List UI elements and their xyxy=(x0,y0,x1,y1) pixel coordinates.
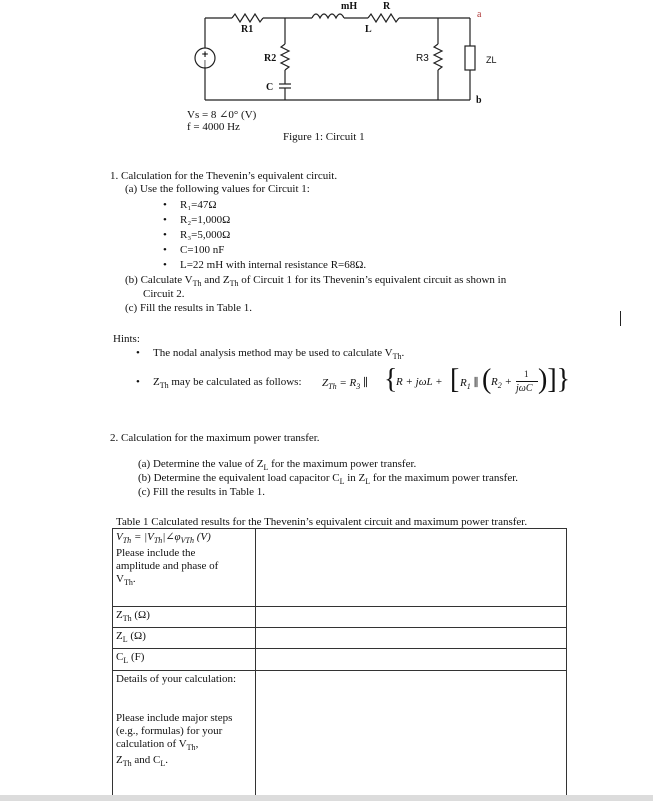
label-R2: R2 xyxy=(264,53,277,64)
table-row xyxy=(113,670,567,798)
vth-formula: $V_{Th}$ = $|V_{Th}|\angle\varphi_{VTh}$ (V) xyxy=(116,531,211,546)
q2-part-c: (c) Fill the results in Table 1. xyxy=(138,486,266,498)
label-R3: R3 xyxy=(416,53,429,64)
q2-title: 2. Calculation for the maximum power transfer. xyxy=(110,432,320,444)
details-note-4: $Z_{Th}$ and $C_L$. xyxy=(116,753,168,768)
svg-text:|: | xyxy=(203,59,207,68)
row-cl-label: $C_L$ (F) xyxy=(113,649,256,670)
q2-part-b: (b) Determine the equivalent load capacitor $C_L$ in $Z_L$ for the maximum power transfer. xyxy=(138,472,519,487)
source-voltage: Vs = 8 ∠0° (V) xyxy=(187,109,257,121)
details-note-1: Please include major steps xyxy=(116,711,233,724)
value-r3: R₃=5,000Ω xyxy=(180,229,231,241)
table-row xyxy=(113,649,567,670)
cl-answer-cell[interactable] xyxy=(256,649,567,670)
zl-answer-cell[interactable] xyxy=(256,628,567,649)
zth-formula: $Z_{Th} = R_3$ ∥ { R + jωL + [ $R_1$ ∥ ( $R_2$ + 1 jωC )]} xyxy=(322,364,571,395)
value-r1: R₁=47Ω xyxy=(180,199,217,211)
bullet-dot: • xyxy=(163,229,167,241)
hint-nodal: The nodal analysis method may be used to calculate $V_{Th}$. xyxy=(153,347,405,362)
row-zth-label: $Z_{Th}$ (Ω) xyxy=(113,607,256,628)
label-ZL: ZL xyxy=(486,55,497,65)
details-note-3: calculation of $V_{Th}$, xyxy=(116,737,199,752)
table-row xyxy=(113,628,567,649)
node-a-label: a xyxy=(477,9,482,20)
table-caption: Table 1 Calculated results for the Thevenin’s equivalent circuit and maximum power transfer. xyxy=(116,516,528,528)
results-table xyxy=(112,528,567,799)
svg-text:+: + xyxy=(201,50,209,60)
label-R1: R1 xyxy=(241,24,254,35)
row-zl-label: $Z_L$ (Ω) xyxy=(113,628,256,649)
label-R-internal: R xyxy=(383,1,391,12)
bullet-dot: • xyxy=(163,214,167,226)
label-L: L xyxy=(365,24,372,35)
details-answer-cell[interactable] xyxy=(256,670,567,798)
q1-part-b: (b) Calculate $V_{Th}$ and $Z_{Th}$ of Circuit 1 for its Thevenin’s equivalent circuit as shown in xyxy=(125,274,507,289)
q1-part-a: (a) Use the following values for Circuit 1: xyxy=(125,183,310,195)
bullet-dot: • xyxy=(163,259,167,271)
text-cursor xyxy=(620,311,621,326)
value-c: C=100 nF xyxy=(180,244,225,256)
vth-answer-cell[interactable] xyxy=(256,529,567,607)
details-note-2: (e.g., formulas) for your xyxy=(116,724,223,737)
bullet-dot: • xyxy=(136,347,140,359)
label-C: C xyxy=(266,82,274,93)
vth-note-3: $V_{Th}$. xyxy=(116,573,136,588)
value-l: L=22 mH with internal resistance R=68Ω. xyxy=(180,259,367,271)
row-details-label xyxy=(113,670,256,798)
bullet-dot: • xyxy=(136,376,140,388)
source-frequency: f = 4000 Hz xyxy=(187,121,240,133)
row-vth-label xyxy=(113,529,256,607)
window-bottom-bar xyxy=(0,795,653,801)
zth-answer-cell[interactable] xyxy=(256,607,567,628)
bullet-dot: • xyxy=(163,199,167,211)
q2-part-a: (a) Determine the value of $Z_L$ for the maximum power transfer. xyxy=(138,458,417,473)
q1-part-b-cont: Circuit 2. xyxy=(143,288,185,300)
bullet-dot: • xyxy=(163,244,167,256)
vth-note-1: Please include the xyxy=(116,547,196,560)
label-mH: mH xyxy=(341,1,358,12)
q1-part-c: (c) Fill the results in Table 1. xyxy=(125,302,253,314)
node-b-label: b xyxy=(476,95,482,106)
figure-caption: Figure 1: Circuit 1 xyxy=(283,131,365,143)
q1-title: 1. Calculation for the Thevenin’s equivalent circuit. xyxy=(110,170,338,182)
vth-note-2: amplitude and phase of xyxy=(116,560,219,573)
details-heading: Details of your calculation: xyxy=(116,672,237,685)
table-row xyxy=(113,529,567,607)
hints-title: Hints: xyxy=(113,333,140,345)
hint-zth: $Z_{Th}$ may be calculated as follows: xyxy=(153,376,302,391)
table-row xyxy=(113,607,567,628)
value-r2: R₂=1,000Ω xyxy=(180,214,231,226)
